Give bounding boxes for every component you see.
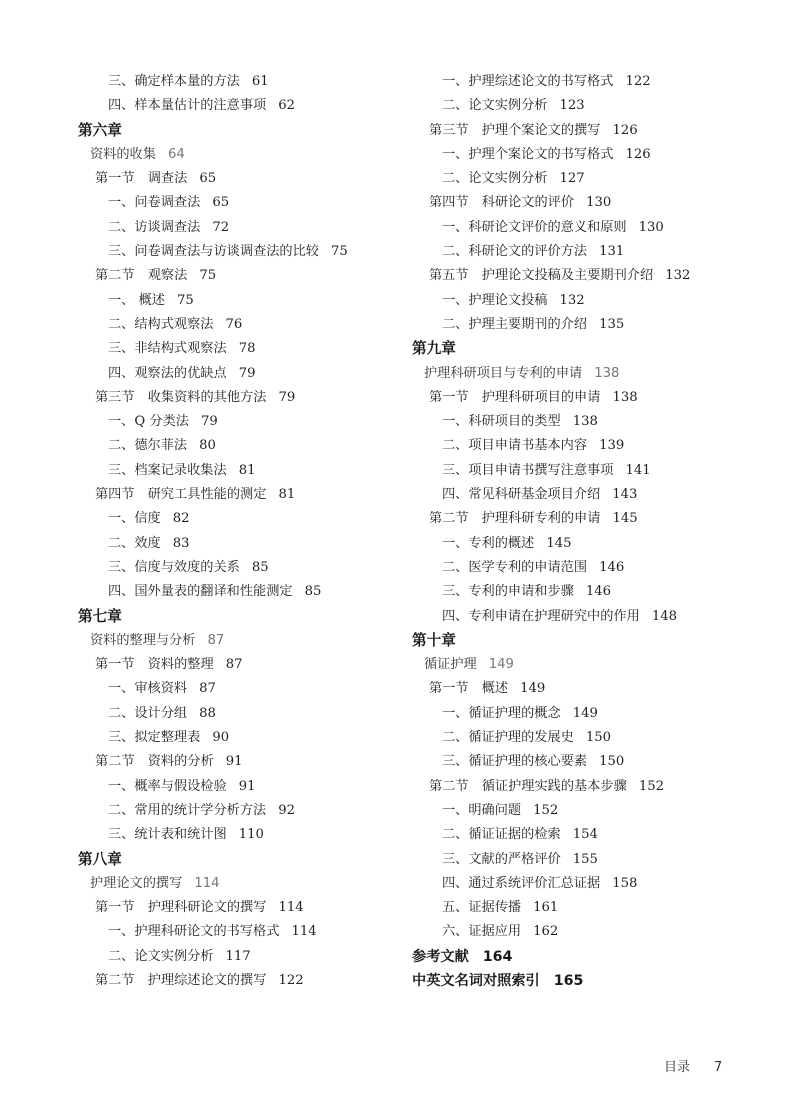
toc-subsection-entry xyxy=(78,580,448,604)
toc-page-number: 91 xyxy=(225,754,243,770)
toc-entry-title: 一、科研论文评价的意义和原则 xyxy=(442,219,627,235)
toc-backmatter-entry xyxy=(412,945,782,969)
toc-entry-title: 三、档案记录收集法 xyxy=(108,462,227,478)
toc-chapter-title xyxy=(78,872,448,896)
toc-entry-title: 一、信度 xyxy=(108,511,161,527)
toc-subsection-entry xyxy=(78,240,448,264)
toc-subsection-entry xyxy=(412,750,782,774)
toc-page-number: 75 xyxy=(199,268,217,284)
toc-page-number: 138 xyxy=(572,414,598,430)
toc-page-number: 79 xyxy=(200,414,218,430)
toc-entry-title: 护理论文的撰写 xyxy=(90,875,183,891)
toc-subsection-entry xyxy=(412,532,782,556)
toc-page-number: 148 xyxy=(651,608,677,624)
toc-entry-title: 第四节 研究工具性能的测定 xyxy=(95,487,267,503)
toc-page-number: 65 xyxy=(212,195,230,211)
toc-page-number: 90 xyxy=(212,730,230,746)
toc-entry-title: 二、医学专利的申请范围 xyxy=(442,559,588,575)
toc-entry-title: 一、审核资料 xyxy=(108,681,188,697)
toc-entry-title: 二、结构式观察法 xyxy=(108,316,214,332)
toc-page-number: 143 xyxy=(612,487,638,503)
toc-entry-title: 一、明确问题 xyxy=(442,802,522,818)
toc-page-number: 114 xyxy=(291,924,317,940)
toc-entry-title: 三、循证护理的核心要素 xyxy=(442,754,588,770)
toc-page-number: 92 xyxy=(278,802,296,818)
toc-subsection-entry xyxy=(78,799,448,823)
footer-label: 目录 xyxy=(664,1060,691,1075)
toc-entry-title: 三、专利的申请和步骤 xyxy=(442,584,574,600)
toc-entry-title: 循证护理 xyxy=(424,657,477,673)
toc-entry-title: 第二节 护理综述论文的撰写 xyxy=(95,972,267,988)
toc-entry-title: 资料的整理与分析 xyxy=(90,632,196,648)
toc-section-entry xyxy=(412,775,782,799)
toc-chapter-heading xyxy=(412,337,782,361)
toc-page-number: 114 xyxy=(278,900,304,916)
toc-entry-title: 二、常用的统计学分析方法 xyxy=(108,802,267,818)
toc-chapter-title xyxy=(412,362,782,386)
toc-subsection-entry xyxy=(78,434,448,458)
toc-section-entry xyxy=(78,386,448,410)
toc-entry-title: 三、非结构式观察法 xyxy=(108,341,227,357)
toc-page-number: 79 xyxy=(278,389,296,405)
toc-entry-title: 第五节 护理论文投稿及主要期刊介绍 xyxy=(429,268,654,284)
toc-page-number: 123 xyxy=(559,98,585,114)
toc-subsection-entry xyxy=(412,726,782,750)
toc-section-entry xyxy=(78,167,448,191)
toc-subsection-entry xyxy=(78,362,448,386)
toc-page-number: 64 xyxy=(167,146,185,162)
toc-chapter-heading xyxy=(78,605,448,629)
page-footer xyxy=(664,1056,722,1075)
toc-entry-title: 三、确定样本量的方法 xyxy=(108,74,240,89)
toc-subsection-entry xyxy=(78,70,448,94)
toc-entry-title: 三、项目申请书撰写注意事项 xyxy=(442,462,614,478)
toc-page-number: 87 xyxy=(207,632,225,648)
toc-entry-title: 二、科研论文的评价方法 xyxy=(442,244,588,260)
toc-entry-title: 第十章 xyxy=(412,631,456,649)
toc-entry-title: 五、证据传播 xyxy=(442,900,522,916)
toc-subsection-entry xyxy=(412,434,782,458)
toc-subsection-entry xyxy=(78,94,448,118)
toc-subsection-entry xyxy=(78,337,448,361)
toc-page-number: 146 xyxy=(599,559,625,575)
toc-entry-title: 第八章 xyxy=(78,850,122,868)
toc-subsection-entry xyxy=(78,920,448,944)
toc-page-number: 75 xyxy=(331,244,348,260)
toc-page-number: 161 xyxy=(533,900,559,916)
toc-subsection-entry xyxy=(78,945,448,969)
toc-entry-title: 第二节 观察法 xyxy=(95,268,188,284)
toc-page-number: 65 xyxy=(199,171,217,187)
toc-subsection-entry xyxy=(78,556,448,580)
toc-entry-title: 六、证据应用 xyxy=(442,924,522,940)
toc-page-number: 149 xyxy=(488,657,514,673)
toc-subsection-entry xyxy=(78,507,448,531)
toc-page-number: 79 xyxy=(238,365,256,381)
toc-section-entry xyxy=(412,264,782,288)
toc-entry-title: 二、论文实例分析 xyxy=(442,98,548,114)
toc-entry-title: 三、问卷调查法与访谈调查法的比较 xyxy=(108,244,319,260)
toc-page-number: 88 xyxy=(199,705,216,721)
toc-page-number: 145 xyxy=(612,511,638,527)
toc-entry-title: 第四节 科研论文的评价 xyxy=(429,195,575,211)
toc-entry-title: 二、循证护理的发展史 xyxy=(442,730,574,746)
toc-entry-title: 第一节 概述 xyxy=(429,681,509,697)
toc-entry-title: 四、专利申请在护理研究中的作用 xyxy=(442,608,640,624)
toc-entry-title: 一、护理科研论文的书写格式 xyxy=(108,924,280,940)
toc-chapter-heading xyxy=(78,119,448,143)
toc-entry-title: 四、国外量表的翻译和性能测定 xyxy=(108,584,293,600)
toc-subsection-entry xyxy=(412,483,782,507)
toc-subsection-entry xyxy=(412,167,782,191)
toc-page-number: 126 xyxy=(625,146,651,162)
toc-section-entry xyxy=(412,386,782,410)
toc-chapter-heading xyxy=(78,848,448,872)
toc-subsection-entry xyxy=(412,799,782,823)
toc-subsection-entry xyxy=(412,823,782,847)
toc-entry-title: 第三节 收集资料的其他方法 xyxy=(95,389,267,405)
toc-page-number: 158 xyxy=(612,875,638,891)
toc-page-number: 114 xyxy=(194,875,220,891)
toc-entry-title: 第一节 护理科研项目的申请 xyxy=(429,389,601,405)
toc-page-number: 110 xyxy=(238,827,264,843)
toc-page-number: 91 xyxy=(238,778,256,794)
toc-page-number: 85 xyxy=(304,584,322,600)
toc-section-entry xyxy=(78,969,448,993)
toc-page-number: 141 xyxy=(625,462,651,478)
toc-subsection-entry xyxy=(412,459,782,483)
toc-page-number: 135 xyxy=(599,316,625,332)
footer-page-number: 7 xyxy=(714,1060,723,1075)
toc-subsection-entry xyxy=(78,216,448,240)
toc-entry-title: 一、 概述 xyxy=(108,292,165,308)
toc-entry-title: 一、循证护理的概念 xyxy=(442,705,561,721)
toc-entry-title: 第一节 护理科研论文的撰写 xyxy=(95,900,267,916)
toc-entry-title: 四、常见科研基金项目介绍 xyxy=(442,487,601,503)
toc-section-entry xyxy=(78,750,448,774)
toc-page-number: 154 xyxy=(572,827,598,843)
toc-subsection-entry xyxy=(412,313,782,337)
toc-entry-title: 资料的收集 xyxy=(90,146,156,162)
toc-entry-title: 第九章 xyxy=(412,340,456,358)
toc-subsection-entry xyxy=(78,532,448,556)
toc-entry-title: 一、护理个案论文的书写格式 xyxy=(442,146,614,162)
toc-entry-title: 二、设计分组 xyxy=(108,705,188,721)
toc-subsection-entry xyxy=(78,702,448,726)
toc-section-entry xyxy=(412,677,782,701)
toc-chapter-heading xyxy=(412,629,782,653)
toc-section-entry xyxy=(78,653,448,677)
toc-entry-title: 二、德尔菲法 xyxy=(108,438,188,454)
toc-subsection-entry xyxy=(412,605,782,629)
toc-page-number: 149 xyxy=(520,681,546,697)
toc-section-entry xyxy=(412,191,782,215)
toc-page-number: 81 xyxy=(278,487,296,503)
toc-page-number: 150 xyxy=(585,730,612,746)
toc-subsection-entry xyxy=(78,459,448,483)
toc-entry-title: 四、通过系统评价汇总证据 xyxy=(442,875,601,891)
toc-entry-title: 一、概率与假设检验 xyxy=(108,778,227,794)
toc-page-number: 72 xyxy=(212,219,230,235)
toc-page-number: 117 xyxy=(225,948,251,964)
toc-entry-title: 三、拟定整理表 xyxy=(108,730,201,746)
toc-right-column xyxy=(412,70,782,993)
toc-subsection-entry xyxy=(412,240,782,264)
toc-subsection-entry xyxy=(412,94,782,118)
toc-section-entry xyxy=(78,896,448,920)
toc-page-number: 122 xyxy=(625,74,651,89)
toc-page-number: 132 xyxy=(559,292,585,308)
toc-page-number: 61 xyxy=(251,74,269,89)
toc-page-number: 145 xyxy=(546,535,572,551)
toc-entry-title: 第六章 xyxy=(78,121,122,139)
toc-page-number: 83 xyxy=(172,535,190,551)
toc-page-number: 127 xyxy=(559,171,585,187)
toc-backmatter-entry xyxy=(412,969,782,993)
toc-entry-title: 第二节 循证护理实践的基本步骤 xyxy=(429,778,627,794)
toc-entry-title: 二、论文实例分析 xyxy=(442,171,548,187)
toc-page-number: 130 xyxy=(638,219,664,235)
toc-entry-title: 二、效度 xyxy=(108,535,161,551)
toc-subsection-entry xyxy=(78,313,448,337)
toc-subsection-entry xyxy=(412,920,782,944)
toc-subsection-entry xyxy=(78,289,448,313)
toc-entry-title: 第一节 资料的整理 xyxy=(95,657,214,673)
toc-subsection-entry xyxy=(412,702,782,726)
toc-entry-title: 一、专利的概述 xyxy=(442,535,535,551)
toc-entry-title: 三、统计表和统计图 xyxy=(108,827,227,843)
toc-subsection-entry xyxy=(78,775,448,799)
toc-page-number: 85 xyxy=(251,559,269,575)
toc-subsection-entry xyxy=(78,726,448,750)
toc-page-number: 82 xyxy=(172,511,190,527)
toc-entry-title: 一、护理综述论文的书写格式 xyxy=(442,74,614,89)
toc-page-number: 155 xyxy=(572,851,598,867)
toc-entry-title: 第二节 护理科研专利的申请 xyxy=(429,511,601,527)
toc-section-entry xyxy=(412,119,782,143)
toc-subsection-entry xyxy=(412,848,782,872)
toc-subsection-entry xyxy=(412,410,782,434)
toc-page-number: 80 xyxy=(199,438,216,454)
toc-page-number: 75 xyxy=(176,292,194,308)
toc-subsection-entry xyxy=(412,70,782,94)
toc-page-number: 138 xyxy=(594,365,620,381)
toc-section-entry xyxy=(412,507,782,531)
toc-page-number: 87 xyxy=(225,657,243,673)
toc-page-number: 150 xyxy=(599,754,625,770)
toc-chapter-title xyxy=(78,143,448,167)
toc-entry-title: 二、循证证据的检索 xyxy=(442,827,561,843)
toc-subsection-entry xyxy=(412,216,782,240)
toc-chapter-title xyxy=(78,629,448,653)
toc-page-number: 62 xyxy=(278,98,296,114)
toc-entry-title: 二、论文实例分析 xyxy=(108,948,214,964)
toc-subsection-entry xyxy=(78,823,448,847)
toc-page-number: 146 xyxy=(585,584,612,600)
toc-entry-title: 护理科研项目与专利的申请 xyxy=(424,365,583,381)
toc-entry-title: 一、护理论文投稿 xyxy=(442,292,548,308)
toc-subsection-entry xyxy=(78,677,448,701)
toc-entry-title: 四、观察法的优缺点 xyxy=(108,365,227,381)
toc-page-number: 81 xyxy=(238,462,256,478)
toc-entry-title: 中英文名词对照索引 xyxy=(412,972,540,989)
toc-subsection-entry xyxy=(78,191,448,215)
toc-entry-title: 二、项目申请书基本内容 xyxy=(442,438,588,454)
toc-entry-title: 第二节 资料的分析 xyxy=(95,754,214,770)
toc-entry-title: 第一节 调查法 xyxy=(95,171,188,187)
toc-entry-title: 四、样本量估计的注意事项 xyxy=(108,98,267,114)
toc-page-number: 149 xyxy=(572,705,598,721)
toc-page-number: 87 xyxy=(199,681,216,697)
toc-left-column xyxy=(78,70,448,993)
toc-chapter-title xyxy=(412,653,782,677)
toc-subsection-entry xyxy=(412,896,782,920)
toc-entry-title: 三、文献的严格评价 xyxy=(442,851,561,867)
toc-page-number: 76 xyxy=(225,316,243,332)
toc-subsection-entry xyxy=(412,872,782,896)
toc-section-entry xyxy=(78,264,448,288)
toc-subsection-entry xyxy=(412,143,782,167)
toc-subsection-entry xyxy=(412,580,782,604)
toc-entry-title: 二、访谈调查法 xyxy=(108,219,201,235)
toc-entry-title: 二、护理主要期刊的介绍 xyxy=(442,316,588,332)
toc-page-number: 130 xyxy=(586,195,612,211)
toc-page-number: 138 xyxy=(612,389,638,405)
toc-page-number: 132 xyxy=(665,268,691,284)
toc-entry-title: 一、Q 分类法 xyxy=(108,414,189,430)
toc-entry-title: 第七章 xyxy=(78,607,122,625)
toc-entry-title: 一、问卷调查法 xyxy=(108,195,201,211)
toc-page-number: 152 xyxy=(638,778,664,794)
toc-page-number: 162 xyxy=(533,924,559,940)
toc-page-number: 78 xyxy=(238,341,256,357)
toc-subsection-entry xyxy=(78,410,448,434)
toc-entry-title: 三、信度与效度的关系 xyxy=(108,559,240,575)
toc-entry-title: 参考文献 xyxy=(412,948,469,965)
toc-page-number: 164 xyxy=(482,948,513,965)
toc-entry-title: 一、科研项目的类型 xyxy=(442,414,561,430)
toc-page-number: 152 xyxy=(533,802,559,818)
toc-subsection-entry xyxy=(412,556,782,580)
toc-page-number: 139 xyxy=(599,438,625,454)
toc-page-number: 131 xyxy=(599,244,625,260)
toc-page-number: 122 xyxy=(278,972,304,988)
toc-page-number: 165 xyxy=(553,972,584,989)
toc-section-entry xyxy=(78,483,448,507)
toc-subsection-entry xyxy=(412,289,782,313)
toc-page-number: 126 xyxy=(612,122,638,138)
toc-entry-title: 第三节 护理个案论文的撰写 xyxy=(429,122,601,138)
